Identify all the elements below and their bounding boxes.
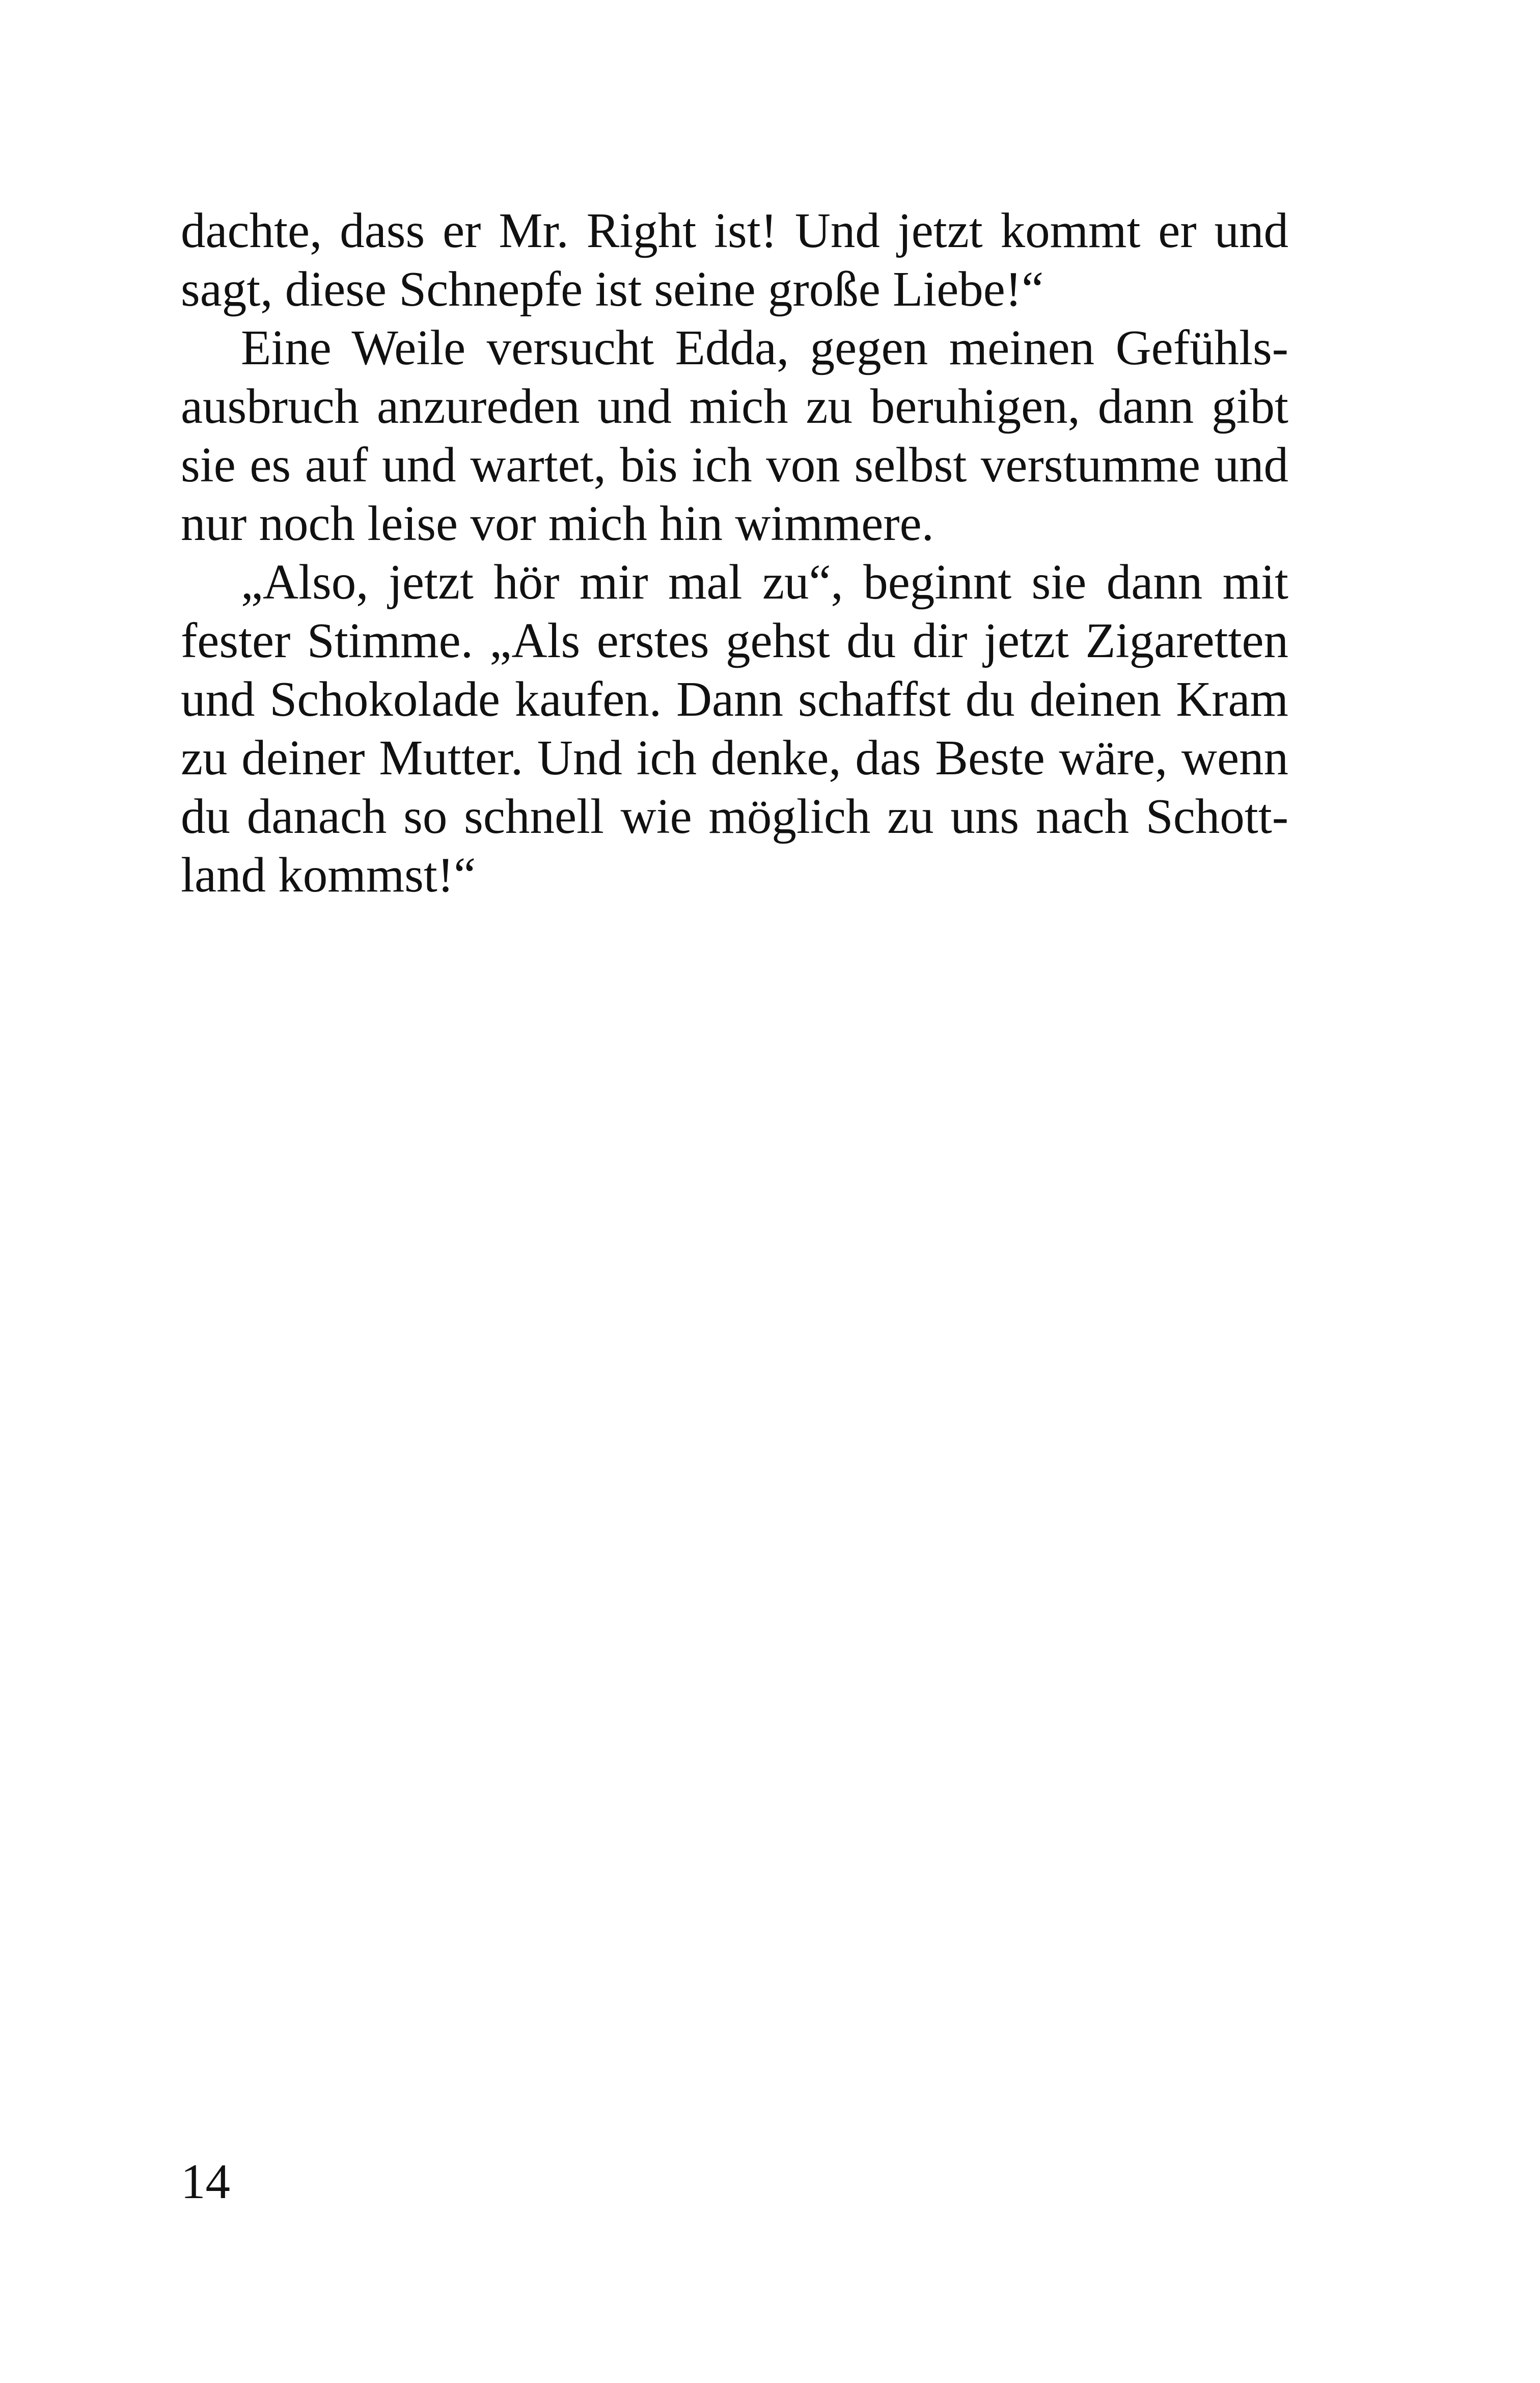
text-line: und Schokolade kaufen. Dann schaffst du deinen Kram [181,672,1288,726]
page-number: 14 [181,2154,230,2209]
text-line: zu deiner Mutter. Und ich denke, das Beste wäre, wenn [181,730,1288,785]
text-line: „Also, jetzt hör mir mal zu“, beginnt sie dann mit [241,555,1288,609]
text-line: sagt, diese Schnepfe ist seine große Liebe!“ [181,262,1044,316]
text-line: dachte, dass er Mr. Right ist! Und jetzt kommt er und [181,203,1288,258]
body-text [181,201,1288,904]
text-line: du danach so schnell wie möglich zu uns nach Schott- [181,789,1288,844]
paragraph [181,318,1288,553]
text-line: land kommst!“ [181,848,476,902]
text-line: ausbruch anzureden und mich zu beruhigen, dann gibt [181,379,1288,434]
text-line: nur noch leise vor mich hin wimmere. [181,496,934,551]
paragraph [181,201,1288,318]
text-line: fester Stimme. „Als erstes gehst du dir jetzt Zigaretten [181,613,1288,668]
text-line: sie es auf und wartet, bis ich von selbst verstumme und [181,438,1288,492]
paragraph [181,553,1288,904]
text-line: Eine Weile versucht Edda, gegen meinen Gefühls- [241,320,1288,375]
